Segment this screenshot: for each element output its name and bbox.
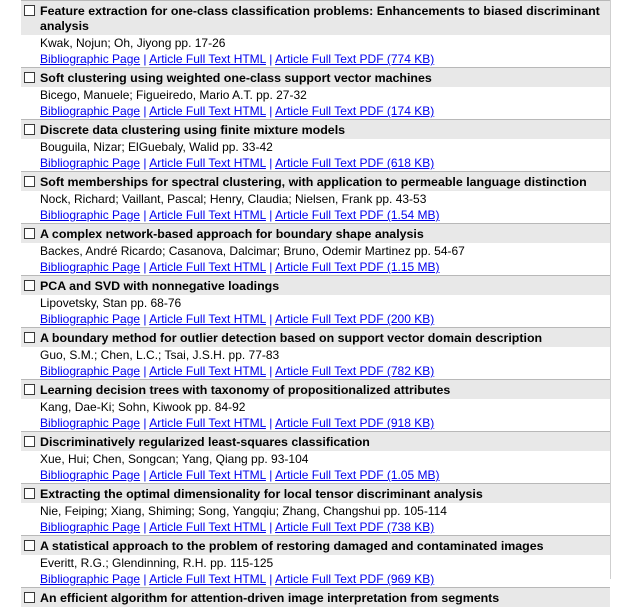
article-item: [21, 535, 610, 587]
article-links: [21, 207, 610, 223]
full-text-pdf-link[interactable]: Article Full Text PDF (774 KB): [275, 52, 435, 66]
article-title-row: [21, 68, 610, 87]
article-title-row: [21, 276, 610, 295]
link-separator: |: [143, 416, 147, 430]
article-item: [21, 431, 610, 483]
article-links: [21, 259, 610, 275]
full-text-pdf-link[interactable]: Article Full Text PDF (738 KB): [275, 520, 435, 534]
link-separator: |: [143, 260, 147, 274]
article-title-row: [21, 172, 610, 191]
article-item: [21, 0, 610, 67]
full-text-html-link[interactable]: Article Full Text HTML: [149, 520, 266, 534]
select-article-checkbox[interactable]: [24, 280, 35, 291]
select-article-checkbox[interactable]: [24, 228, 35, 239]
link-separator: |: [143, 208, 147, 222]
article-item: [21, 587, 610, 607]
full-text-pdf-link[interactable]: Article Full Text PDF (782 KB): [275, 364, 435, 378]
article-item: [21, 379, 610, 431]
bibliographic-page-link[interactable]: Bibliographic Page: [40, 104, 141, 118]
select-article-checkbox[interactable]: [24, 592, 35, 603]
link-separator: |: [269, 312, 273, 326]
bibliographic-page-link[interactable]: Bibliographic Page: [40, 520, 141, 534]
bibliographic-page-link[interactable]: Bibliographic Page: [40, 260, 141, 274]
article-authors: Lipovetsky, Stan pp. 68-76: [40, 296, 182, 310]
full-text-html-link[interactable]: Article Full Text HTML: [149, 416, 266, 430]
article-title-row: [21, 380, 610, 399]
bibliographic-page-link[interactable]: Bibliographic Page: [40, 572, 141, 586]
full-text-html-link[interactable]: Article Full Text HTML: [149, 312, 266, 326]
article-title: Feature extraction for one-class classification problems: Enhancements to biased discriminant analysis: [40, 4, 600, 33]
article-item: [21, 171, 610, 223]
article-title: Extracting the optimal dimensionality for local tensor discriminant analysis: [40, 487, 483, 501]
article-item: [21, 119, 610, 171]
article-item: [21, 223, 610, 275]
link-separator: |: [269, 104, 273, 118]
article-authors: Everitt, R.G.; Glendinning, R.H. pp. 115-125: [40, 556, 274, 570]
article-links: [21, 311, 610, 327]
full-text-html-link[interactable]: Article Full Text HTML: [149, 208, 266, 222]
full-text-pdf-link[interactable]: Article Full Text PDF (918 KB): [275, 416, 435, 430]
link-separator: |: [143, 312, 147, 326]
bibliographic-page-link[interactable]: Bibliographic Page: [40, 52, 141, 66]
article-authors: Kang, Dae-Ki; Sohn, Kiwook pp. 84-92: [40, 400, 246, 414]
full-text-pdf-link[interactable]: Article Full Text PDF (618 KB): [275, 156, 435, 170]
select-article-checkbox[interactable]: [24, 384, 35, 395]
article-links: [21, 363, 610, 379]
select-article-checkbox[interactable]: [24, 5, 35, 16]
list-right-border: [610, 0, 611, 579]
article-item: [21, 67, 610, 119]
full-text-html-link[interactable]: Article Full Text HTML: [149, 104, 266, 118]
article-title-row: [21, 224, 610, 243]
article-title-row: [21, 120, 610, 139]
article-links: [21, 103, 610, 119]
select-article-checkbox[interactable]: [24, 72, 35, 83]
link-separator: |: [269, 260, 273, 274]
article-title: A statistical approach to the problem of restoring damaged and contaminated images: [40, 539, 544, 553]
select-article-checkbox[interactable]: [24, 488, 35, 499]
link-separator: |: [269, 520, 273, 534]
select-article-checkbox[interactable]: [24, 332, 35, 343]
article-authors: Guo, S.M.; Chen, L.C.; Tsai, J.S.H. pp. 77-83: [40, 348, 280, 362]
link-separator: |: [143, 364, 147, 378]
bibliographic-page-link[interactable]: Bibliographic Page: [40, 416, 141, 430]
full-text-html-link[interactable]: Article Full Text HTML: [149, 52, 266, 66]
article-title-row: [21, 328, 610, 347]
article-links: [21, 155, 610, 171]
link-separator: |: [269, 156, 273, 170]
article-authors: Bicego, Manuele; Figueiredo, Mario A.T. pp. 27-32: [40, 88, 307, 102]
article-links: [21, 51, 610, 67]
link-separator: |: [269, 572, 273, 586]
article-item: [21, 275, 610, 327]
link-separator: |: [143, 52, 147, 66]
bibliographic-page-link[interactable]: Bibliographic Page: [40, 468, 141, 482]
article-title: PCA and SVD with nonnegative loadings: [40, 279, 280, 293]
link-separator: |: [143, 520, 147, 534]
full-text-html-link[interactable]: Article Full Text HTML: [149, 260, 266, 274]
full-text-html-link[interactable]: Article Full Text HTML: [149, 156, 266, 170]
article-item: [21, 327, 610, 379]
select-article-checkbox[interactable]: [24, 124, 35, 135]
full-text-pdf-link[interactable]: Article Full Text PDF (174 KB): [275, 104, 435, 118]
article-title-row: [21, 484, 610, 503]
article-authors: Backes, André Ricardo; Casanova, Dalcimar; Bruno, Odemir Martinez pp. 54-67: [40, 244, 465, 258]
full-text-pdf-link[interactable]: Article Full Text PDF (200 KB): [275, 312, 435, 326]
article-title: Soft memberships for spectral clustering, with application to permeable language distinction: [40, 175, 587, 189]
link-separator: |: [269, 416, 273, 430]
article-authors: Nie, Feiping; Xiang, Shiming; Song, Yangqiu; Zhang, Changshui pp. 105-114: [40, 504, 447, 518]
full-text-html-link[interactable]: Article Full Text HTML: [149, 364, 266, 378]
bibliographic-page-link[interactable]: Bibliographic Page: [40, 312, 141, 326]
article-title: A complex network-based approach for boundary shape analysis: [40, 227, 424, 241]
link-separator: |: [269, 52, 273, 66]
full-text-html-link[interactable]: Article Full Text HTML: [149, 572, 266, 586]
full-text-pdf-link[interactable]: Article Full Text PDF (1.54 MB): [275, 208, 440, 222]
link-separator: |: [143, 104, 147, 118]
article-authors: Nock, Richard; Vaillant, Pascal; Henry, Claudia; Nielsen, Frank pp. 43-53: [40, 192, 427, 206]
select-article-checkbox[interactable]: [24, 540, 35, 551]
article-links: [21, 415, 610, 431]
bibliographic-page-link[interactable]: Bibliographic Page: [40, 156, 141, 170]
article-authors: Xue, Hui; Chen, Songcan; Yang, Qiang pp. 93-104: [40, 452, 309, 466]
article-list: [21, 0, 610, 607]
link-separator: |: [143, 156, 147, 170]
article-authors: Bouguila, Nizar; ElGuebaly, Walid pp. 33-42: [40, 140, 273, 154]
article-title: Discriminatively regularized least-squares classification: [40, 435, 370, 449]
select-article-checkbox[interactable]: [24, 436, 35, 447]
full-text-html-link[interactable]: Article Full Text HTML: [149, 468, 266, 482]
article-title: A boundary method for outlier detection based on support vector domain description: [40, 331, 543, 345]
link-separator: |: [143, 468, 147, 482]
article-title: Soft clustering using weighted one-class support vector machines: [40, 71, 432, 85]
article-title: An efficient algorithm for attention-driven image interpretation from segments: [40, 591, 500, 605]
article-links: [21, 467, 610, 483]
full-text-pdf-link[interactable]: Article Full Text PDF (969 KB): [275, 572, 435, 586]
article-title: Discrete data clustering using finite mixture models: [40, 123, 346, 137]
article-item: [21, 483, 610, 535]
full-text-pdf-link[interactable]: Article Full Text PDF (1.05 MB): [275, 468, 440, 482]
link-separator: |: [269, 208, 273, 222]
article-title-row: [21, 536, 610, 555]
bibliographic-page-link[interactable]: Bibliographic Page: [40, 364, 141, 378]
article-links: [21, 519, 610, 535]
link-separator: |: [269, 364, 273, 378]
article-title: Learning decision trees with taxonomy of propositionalized attributes: [40, 383, 451, 397]
bibliographic-page-link[interactable]: Bibliographic Page: [40, 208, 141, 222]
link-separator: |: [269, 468, 273, 482]
article-title-row: [21, 1, 610, 35]
article-title-row: [21, 588, 610, 607]
article-links: [21, 571, 610, 587]
article-title-row: [21, 432, 610, 451]
full-text-pdf-link[interactable]: Article Full Text PDF (1.15 MB): [275, 260, 440, 274]
link-separator: |: [143, 572, 147, 586]
select-article-checkbox[interactable]: [24, 176, 35, 187]
article-authors: Kwak, Nojun; Oh, Jiyong pp. 17-26: [40, 36, 226, 50]
